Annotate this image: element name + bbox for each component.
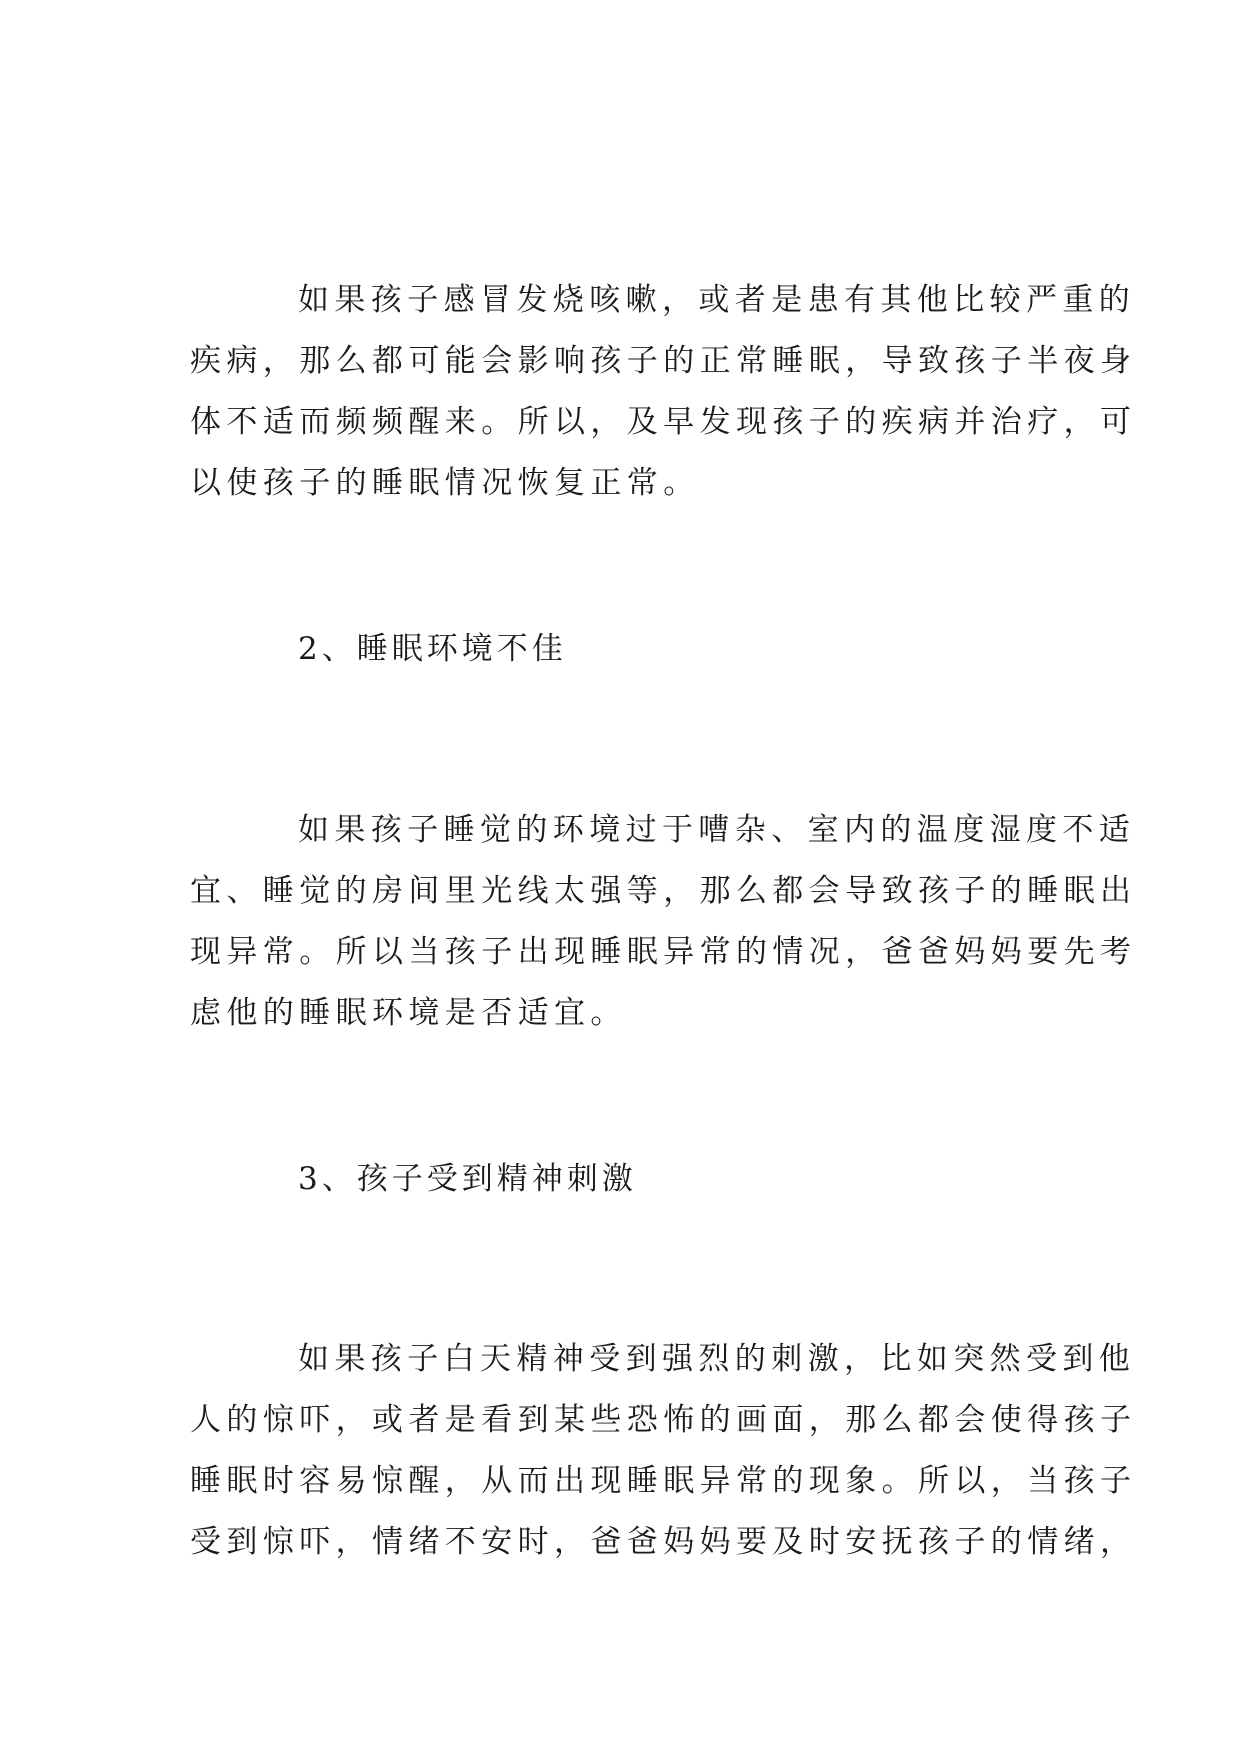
paragraph-line: 睡眠时容易惊醒，从而出现睡眠异常的现象。所以，当孩子 (190, 1463, 1137, 1499)
section-heading-mental-stimulation: 3、孩子受到精神刺激 (298, 1161, 637, 1197)
paragraph-line: 虑他的睡眠环境是否适宜。 (190, 995, 627, 1031)
paragraph-line: 如果孩子感冒发烧咳嗽，或者是患有其他比较严重的 (298, 282, 1136, 318)
paragraph-line: 以使孩子的睡眠情况恢复正常。 (190, 465, 700, 501)
paragraph-line: 宜、睡觉的房间里光线太强等，那么都会导致孩子的睡眠出 (190, 873, 1137, 909)
paragraph-line: 受到惊吓，情绪不安时，爸爸妈妈要及时安抚孩子的情绪， (190, 1524, 1137, 1560)
paragraph-line: 如果孩子白天精神受到强烈的刺激，比如突然受到他 (298, 1341, 1136, 1377)
paragraph-line: 疾病，那么都可能会影响孩子的正常睡眠，导致孩子半夜身 (190, 343, 1137, 379)
paragraph-line: 人的惊吓，或者是看到某些恐怖的画面，那么都会使得孩子 (190, 1402, 1137, 1438)
paragraph-line: 现异常。所以当孩子出现睡眠异常的情况，爸爸妈妈要先考 (190, 934, 1137, 970)
paragraph-line: 体不适而频频醒来。所以，及早发现孩子的疾病并治疗，可 (190, 404, 1137, 440)
section-heading-sleep-environment: 2、睡眠环境不佳 (298, 631, 567, 667)
paragraph-line: 如果孩子睡觉的环境过于嘈杂、室内的温度湿度不适 (298, 812, 1136, 848)
